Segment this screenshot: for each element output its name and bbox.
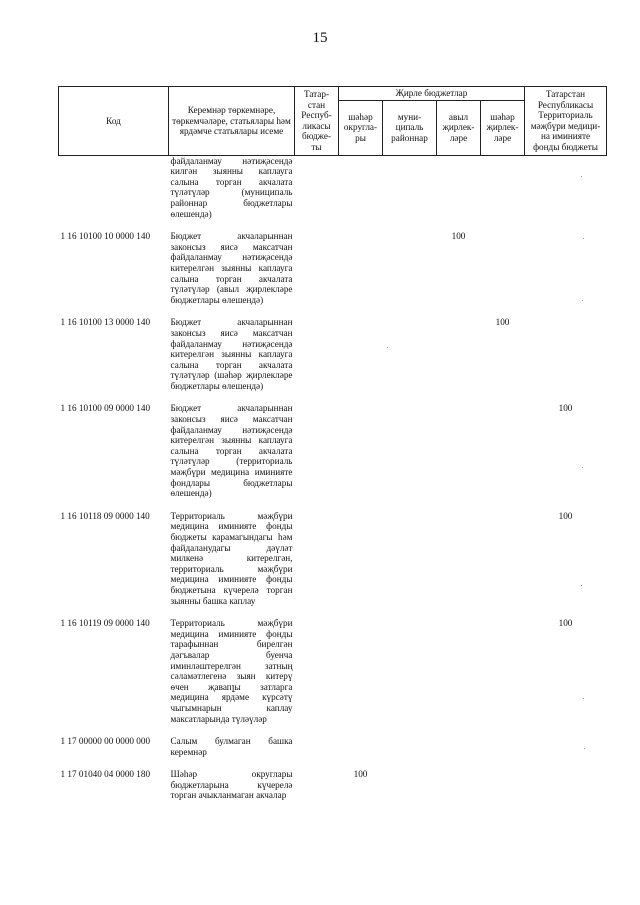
table-row (59, 403, 607, 510)
row-fund: 100 (558, 510, 573, 521)
row-code: 1 16 10118 09 0000 140 (60, 510, 150, 521)
row-fund: 100 (558, 403, 573, 414)
row-city (339, 231, 383, 317)
header-urban-settlements: шәһәр җирлек-ләре (481, 100, 525, 155)
table-row (59, 155, 607, 231)
row-code: 1 16 10100 10 0000 140 (60, 231, 151, 242)
table-row (59, 769, 607, 813)
row-code: 1 16 10119 09 0000 140 (60, 618, 150, 629)
row-name: Бюджет акчаларыннан законсыз яисә максатчан файдаланмау нәтиҗәсендә китерелгән зыянны каплауга салына торган акчалата түләтүләр (авыл җирлекләре бюджетлары өлешендә) (170, 231, 293, 305)
row-municipal (383, 511, 437, 618)
row-urban (481, 231, 525, 317)
row-municipal (383, 231, 437, 317)
row-tatarstan (295, 231, 339, 317)
row-rural (437, 403, 481, 510)
scan-speck (582, 300, 583, 301)
row-city (339, 736, 383, 769)
header-name: Керемнәр төркемнәре, төркемчәләре, статьялары һәм ярдәмче статьялары исеме (169, 87, 295, 156)
row-code: 1 17 00000 00 0000 000 (60, 736, 151, 747)
scan-speck (582, 467, 583, 468)
row-urban (481, 403, 525, 510)
budget-table (58, 86, 607, 813)
scan-speck (581, 176, 582, 177)
row-rural (437, 618, 481, 736)
table-body (59, 155, 607, 813)
header-insurance-fund: Татарстан Республикасы Территориаль мәҗбүри медици-на иминияте фонды бюджеты (525, 87, 607, 156)
row-tatarstan (295, 403, 339, 510)
row-municipal (383, 317, 437, 403)
row-fund: 100 (558, 618, 573, 629)
row-municipal (383, 618, 437, 736)
row-fund (525, 317, 607, 403)
row-city (339, 155, 383, 231)
row-city (339, 511, 383, 618)
scan-speck (583, 238, 584, 239)
row-urban (481, 511, 525, 618)
row-name: Салым булмаган башка керемнәр (170, 736, 293, 757)
row-rural: 100 (451, 231, 466, 242)
row-urban (481, 769, 525, 813)
row-tatarstan (295, 511, 339, 618)
scan-speck (387, 347, 388, 348)
row-tatarstan (295, 317, 339, 403)
header-code: Код (59, 87, 169, 156)
row-name: файдаланмау нәтиҗәсендә килгән зыянны каплауга салына торган акчалата түләтүләр (муниципаль районнар бюджетлары өлешендә) (170, 155, 293, 219)
header-local-budgets: Җирле бюджетлар (339, 87, 525, 101)
row-name: Бюджет акчаларыннан законсыз яисә максатчан файдаланмау нәтиҗәсендә китерелгән зыянны каплауга салына торган акчалата түләтүләр (шәһәр җирлекләре бюджетлары өлешендә) (170, 317, 293, 391)
header-rural-settlements: авыл җирлек-ләре (437, 100, 481, 155)
table-row (59, 511, 607, 618)
row-urban (481, 155, 525, 231)
row-tatarstan (295, 618, 339, 736)
row-fund (525, 231, 607, 317)
row-code (59, 155, 169, 231)
row-fund (525, 155, 607, 231)
row-name: Территориаль мәҗбүри медицина иминияте фонды тарафыннан бирелгән дәгъвалар буенча иминләштерелгән затның сәламәтлегенә зыян китерү өчен җавапլы затларга медицина ярдәме күрсәтү чыгымнарын каплау максатларында түләүләр (170, 618, 293, 724)
scan-speck (581, 585, 582, 586)
row-rural (437, 769, 481, 813)
scan-speck (584, 748, 585, 749)
header-municipal-districts: муни-ципаль районнар (383, 100, 437, 155)
scan-speck (583, 698, 584, 699)
row-urban (481, 618, 525, 736)
row-rural (437, 155, 481, 231)
row-city: 100 (353, 769, 368, 780)
row-urban (481, 736, 525, 769)
row-name: Бюджет акчаларыннан законсыз яисә максатчан файдаланмау нәтиҗәсендә китерелгән зыянны каплауга салына торган акчалата түләтүләр (территориаль мәҗбүри медицина иминияте фондлары бюджетлары өлешендә) (170, 403, 293, 499)
table-row (59, 736, 607, 769)
table-row (59, 618, 607, 736)
row-name: Шәһәр округлары бюджетларына күчерелә торган ачыкланмаган акчалар (170, 769, 293, 801)
row-municipal (383, 155, 437, 231)
row-code: 1 17 01040 04 0000 180 (60, 769, 151, 780)
header-city-districts: шәһәр округла-ры (339, 100, 383, 155)
table-row (59, 317, 607, 403)
row-code: 1 16 10100 09 0000 140 (60, 403, 151, 414)
table-header (59, 87, 607, 156)
row-city (339, 403, 383, 510)
header-tatarstan-budget: Татар-стан Респуб-ликасы бюдже-ты (295, 87, 339, 156)
row-fund (525, 769, 607, 813)
row-municipal (383, 769, 437, 813)
row-tatarstan (295, 155, 339, 231)
table-row (59, 231, 607, 317)
row-name: Территориаль мәҗбүри медицина иминияте фонды бюджеты карамагындагы һәм файдаланудагы дәүләт милкенә китерелгән, территориаль мәҗбүри медицина иминияте фонды бюджетына күчерелә торган зыянны башка каплау (170, 510, 293, 606)
row-urban: 100 (495, 317, 510, 328)
page-number: 15 (312, 30, 328, 46)
row-city (339, 618, 383, 736)
row-rural (437, 317, 481, 403)
row-fund (525, 736, 607, 769)
row-municipal (383, 403, 437, 510)
row-municipal (383, 736, 437, 769)
row-tatarstan (295, 769, 339, 813)
row-code: 1 16 10100 13 0000 140 (60, 317, 151, 328)
row-rural (437, 736, 481, 769)
row-rural (437, 511, 481, 618)
row-city (339, 317, 383, 403)
row-tatarstan (295, 736, 339, 769)
